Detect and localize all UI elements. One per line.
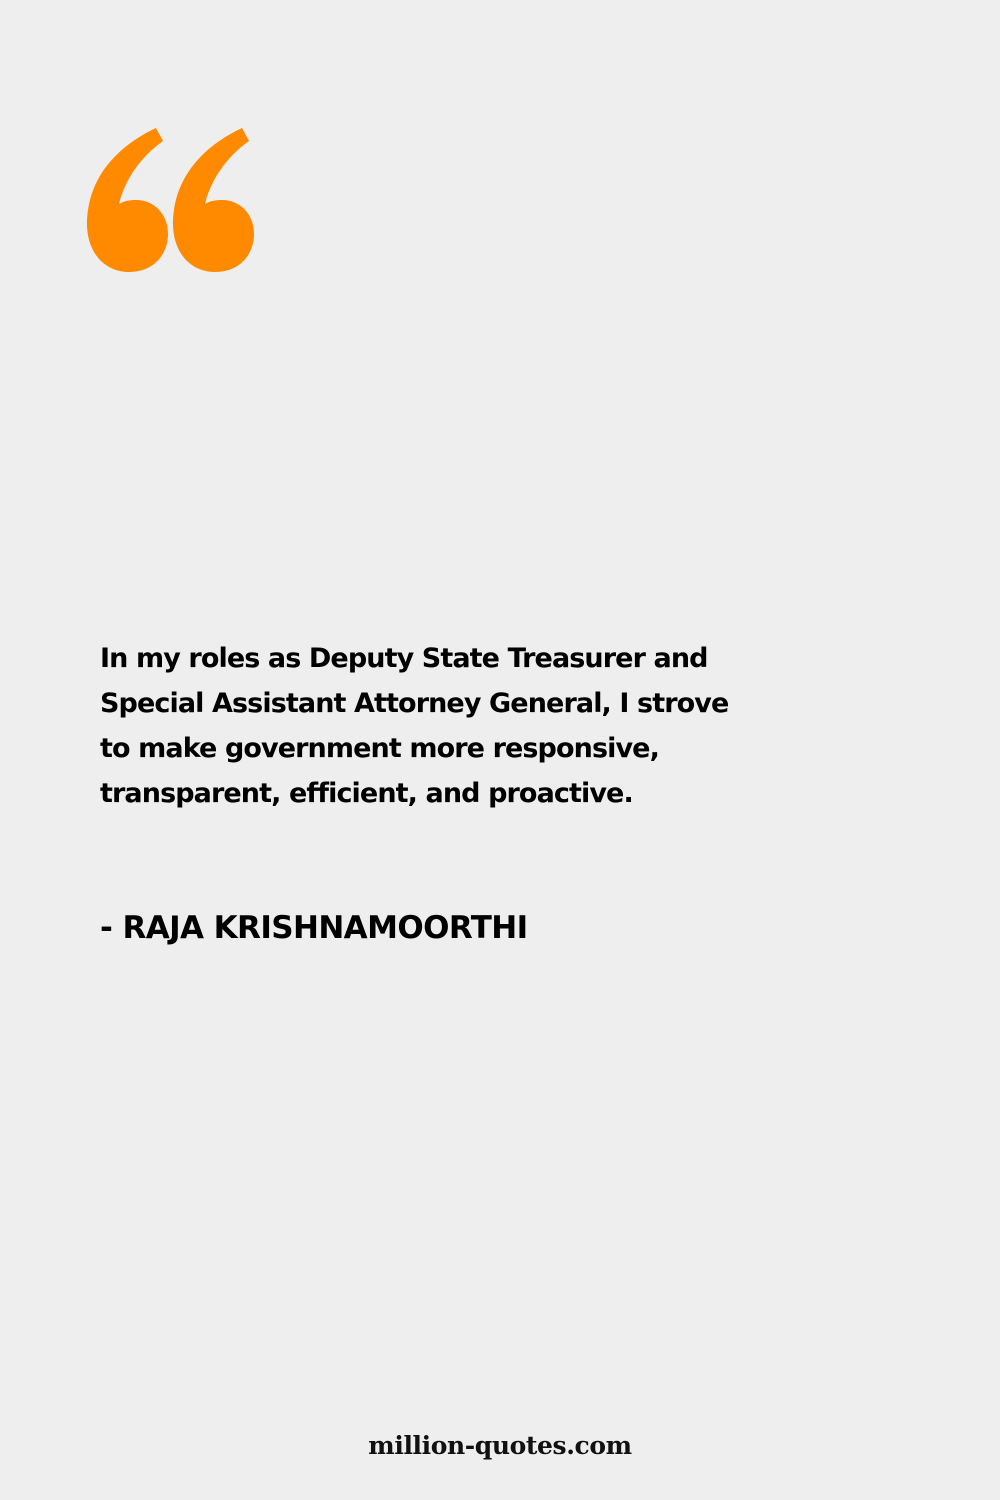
quote-author: - RAJA KRISHNAMOORTHI (100, 910, 528, 946)
quote-line: In my roles as Deputy State Treasurer and (100, 643, 708, 674)
site-name: million-quotes.com (368, 1431, 632, 1460)
open-quote-icon (84, 128, 254, 274)
quote-line: to make government more responsive, (100, 733, 659, 764)
quote-line: Special Assistant Attorney General, I strove (100, 688, 729, 719)
quote-text (100, 636, 820, 816)
quote-line: transparent, efficient, and proactive. (100, 778, 633, 809)
